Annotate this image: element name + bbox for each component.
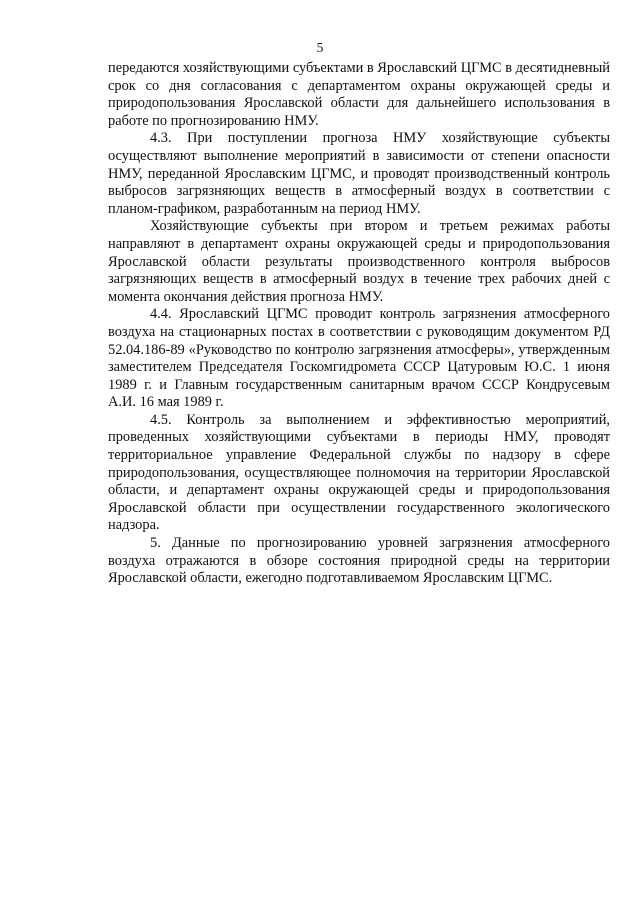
paragraph-4-5: 4.5. Контроль за выполнением и эффективностью мероприятий, проведенных хозяйствующими субъектами в периоды НМУ, проводят территориальное управление Федеральной службы по надзору в сфере природопользования, осуществляющее полномочия на территории Ярославской области, и департамент охраны окружающей среды и природопользования Ярославской области при осуществлении государственного экологического надзора.: [108, 411, 610, 534]
paragraph-reporting: Хозяйствующие субъекты при втором и третьем режимах работы направляют в департамент охраны окружающей среды и природопользования Ярославской области результаты производственного контроля выбросов загрязняющих веществ в атмосферный воздух в течение трех рабочих дней с момента окончания действия прогноза НМУ.: [108, 218, 610, 305]
paragraph-4-3: 4.3. При поступлении прогноза НМУ хозяйствующие субъекты осуществляют выполнение мероприятий в зависимости от степени опасности НМУ, переданной Ярославским ЦГМС, и проводят производственный контроль выбросов загрязняющих веществ в атмосферный воздух в соответствии с планом-графиком, разработанным на период НМУ.: [108, 130, 610, 217]
document-body: [108, 60, 610, 588]
paragraph-continuation: передаются хозяйствующими субъектами в Ярославский ЦГМС в десятидневный срок со дня согласования с департаментом охраны окружающей среды и природопользования Ярославской области для дальнейшего использования в работе по прогнозированию НМУ.: [108, 60, 610, 129]
page-number: 5: [316, 40, 324, 55]
paragraph-4-4: 4.4. Ярославский ЦГМС проводит контроль загрязнения атмосферного воздуха на стационарных постах в соответствии с руководящим документом РД 52.04.186-89 «Руководство по контролю загрязнения атмосферы», утвержденным заместителем Председателя Госкомгидромета СССР Цатуровым Ю.С. 1 июня 1989 г. и Главным государственным санитарным врачом СССР Кондрусевым А.И. 16 мая 1989 г.: [108, 306, 610, 411]
paragraph-5: 5. Данные по прогнозированию уровней загрязнения атмосферного воздуха отражаются в обзоре состояния природной среды на территории Ярославской области, ежегодно подготавливаемом Ярославским ЦГМС.: [108, 535, 610, 587]
